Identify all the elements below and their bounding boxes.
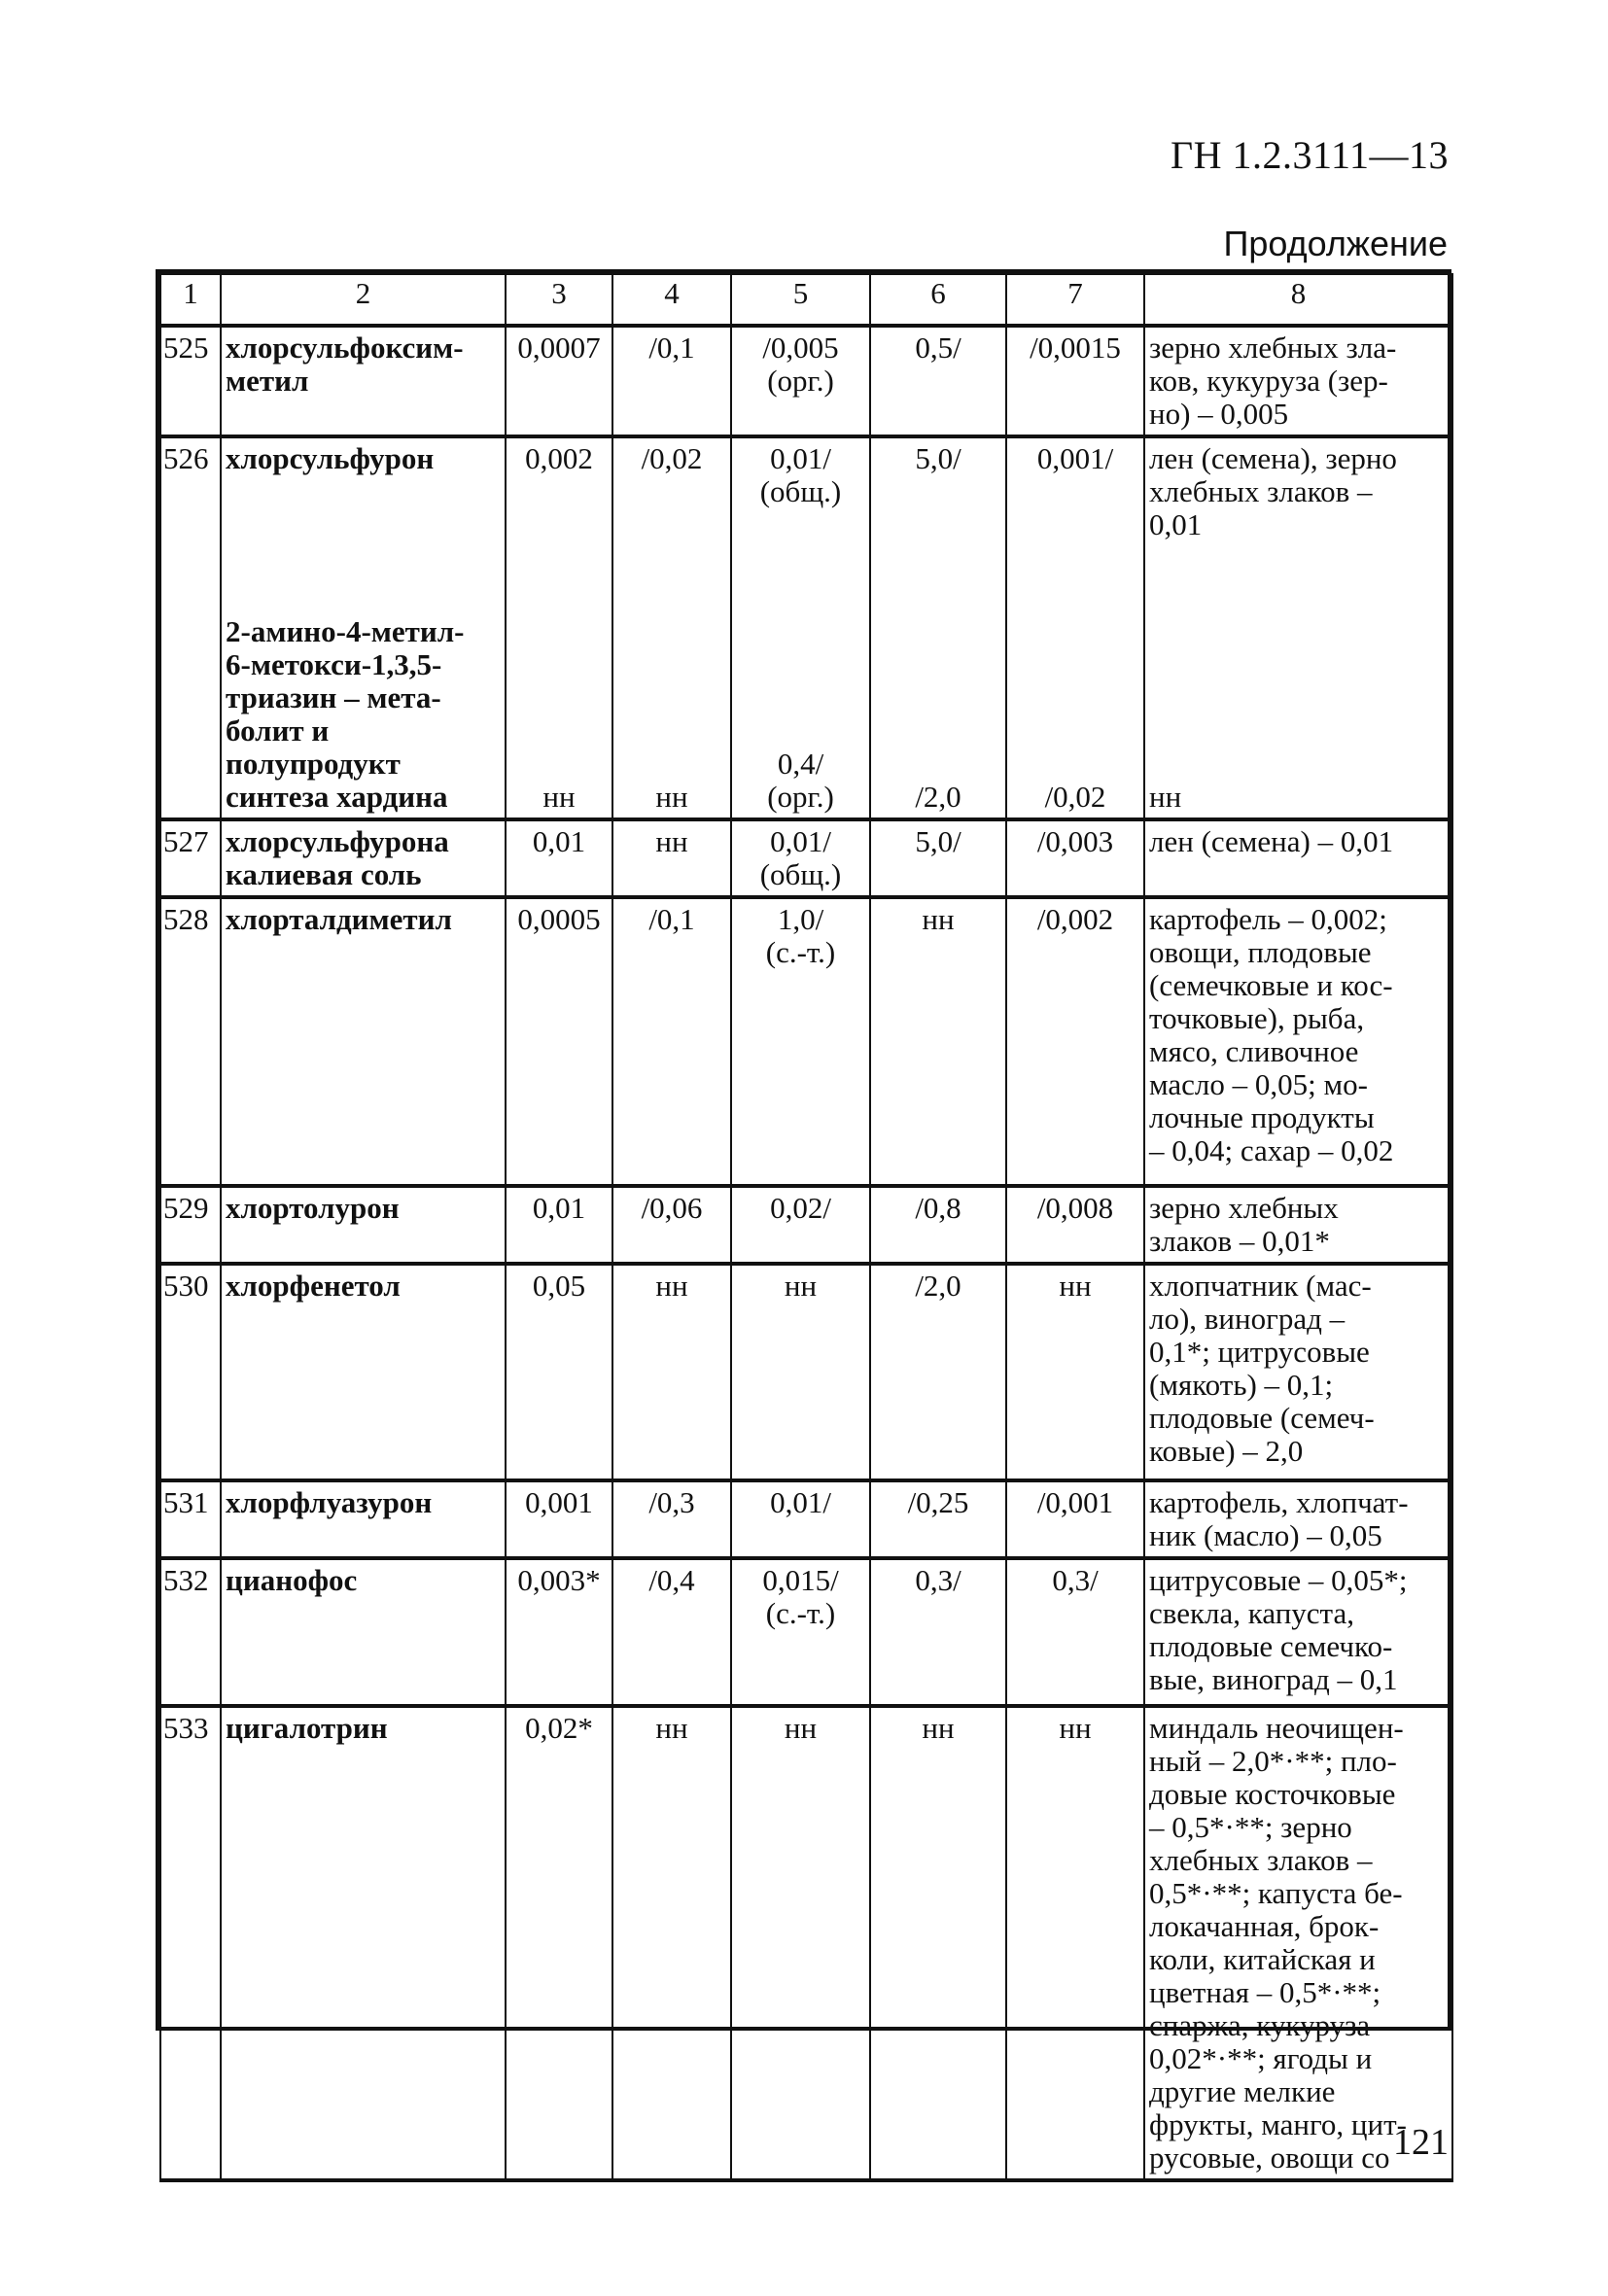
table-subrow — [160, 611, 1452, 819]
cell-c7: /0,003 — [1006, 819, 1144, 897]
cell-c3: 0,05 — [506, 1264, 612, 1480]
document-code: ГН 1.2.3111—13 — [1170, 133, 1449, 177]
substance-name: 2-амино-4-метил- 6-метокси-1,3,5- триазин – мета- болит и полупродукт синтеза хардина — [221, 611, 506, 819]
cell-c7: нн — [1006, 1706, 1144, 2180]
column-header-3: 3 — [506, 274, 612, 326]
cell-c7: /0,001 — [1006, 1480, 1144, 1558]
substance-name: хлорталдиметил — [221, 897, 506, 1186]
cell-c8: лен (семена) – 0,01 — [1144, 819, 1452, 897]
cell-c5: 1,0/ (с.-т.) — [731, 897, 870, 1186]
cell-c5: 0,015/ (с.-т.) — [731, 1558, 870, 1706]
cell-c7: нн — [1006, 1264, 1144, 1480]
cell-c5: 0,4/ (орг.) — [731, 611, 870, 819]
cell-c4: /0,3 — [612, 1480, 731, 1558]
substance-name: хлорсульфоксим- метил — [221, 326, 506, 436]
row-number: 532 — [160, 1558, 221, 1706]
cell-c6: 0,3/ — [870, 1558, 1006, 1706]
cell-c8: хлопчатник (мас- ло), виноград – 0,1*; цитрусовые (мякоть) – 0,1; плодовые (семеч- ковые) – 2,0 — [1144, 1264, 1452, 1480]
continuation-label: Продолжение — [1223, 224, 1448, 263]
cell-c5: 0,01/ — [731, 1480, 870, 1558]
cell-c8: картофель – 0,002; овощи, плодовые (семечковые и кос- точковые), рыба, мясо, сливочное масло – 0,05; мо- лочные продукты – 0,04; сахар – 0,02 — [1144, 897, 1452, 1186]
cell-c5: нн — [731, 1264, 870, 1480]
cell-c6: 0,5/ — [870, 326, 1006, 436]
cell-c4: нн — [612, 1706, 731, 2180]
table-row — [160, 1480, 1452, 1558]
row-number: 529 — [160, 1186, 221, 1264]
cell-c6: /0,25 — [870, 1480, 1006, 1558]
row-number: 533 — [160, 1706, 221, 2180]
cell-c8: миндаль неочищен- ный – 2,0*·**; пло- довые косточковые – 0,5*·**; зерно хлебных злаков – 0,5*·**; капуста бе- локачанная, брок- коли, китайская и цветная – 0,5*·**; спаржа, кукуруза- 0,02*·**; ягоды и другие мелкие фрукты, манго, цит- русовые, овощи со — [1144, 1706, 1452, 2180]
cell-c3: 0,001 — [506, 1480, 612, 1558]
cell-c8: зерно хлебных зла- ков, кукуруза (зер- но) – 0,005 — [1144, 326, 1452, 436]
cell-c4: /0,1 — [612, 897, 731, 1186]
cell-c8: картофель, хлопчат- ник (масло) – 0,05 — [1144, 1480, 1452, 1558]
cell-c3: 0,01 — [506, 819, 612, 897]
table-row — [160, 436, 1452, 611]
substance-name: цигалотрин — [221, 1706, 506, 2180]
substance-name: хлорфенетол — [221, 1264, 506, 1480]
cell-c4: /0,4 — [612, 1558, 731, 1706]
substance-name: хлортолурон — [221, 1186, 506, 1264]
cell-c7: /0,02 — [1006, 611, 1144, 819]
row-number: 525 — [160, 326, 221, 436]
cell-c3: 0,003* — [506, 1558, 612, 1706]
row-number: 530 — [160, 1264, 221, 1480]
cell-c3: нн — [506, 611, 612, 819]
cell-c4: нн — [612, 1264, 731, 1480]
cell-c5: 0,01/ (общ.) — [731, 819, 870, 897]
table-row — [160, 897, 1452, 1186]
cell-c8: лен (семена), зерно хлебных злаков – 0,01 — [1144, 436, 1452, 611]
cell-c6: нн — [870, 897, 1006, 1186]
cell-c4: /0,06 — [612, 1186, 731, 1264]
cell-c3: 0,02* — [506, 1706, 612, 2180]
cell-c4: нн — [612, 819, 731, 897]
column-header-5: 5 — [731, 274, 870, 326]
cell-c3: 0,0007 — [506, 326, 612, 436]
column-header-1: 1 — [160, 274, 221, 326]
row-number: 531 — [160, 1480, 221, 1558]
table-row — [160, 819, 1452, 897]
cell-c3: 0,01 — [506, 1186, 612, 1264]
cell-c6: /0,8 — [870, 1186, 1006, 1264]
cell-c5: /0,005 (орг.) — [731, 326, 870, 436]
table-header-row — [160, 274, 1452, 326]
table-body — [160, 326, 1452, 2180]
column-header-7: 7 — [1006, 274, 1144, 326]
cell-c6: /2,0 — [870, 1264, 1006, 1480]
cell-c3: 0,0005 — [506, 897, 612, 1186]
table-row — [160, 1558, 1452, 1706]
cell-c7: 0,001/ — [1006, 436, 1144, 611]
cell-c5: 0,02/ — [731, 1186, 870, 1264]
cell-c8: зерно хлебных злаков – 0,01* — [1144, 1186, 1452, 1264]
cell-c7: 0,3/ — [1006, 1558, 1144, 1706]
data-table — [159, 273, 1453, 2182]
column-header-4: 4 — [612, 274, 731, 326]
cell-c7: /0,002 — [1006, 897, 1144, 1186]
cell-c7: /0,008 — [1006, 1186, 1144, 1264]
cell-c8: цитрусовые – 0,05*; свекла, капуста, плодовые семечко- вые, виноград – 0,1 — [1144, 1558, 1452, 1706]
substance-name: хлорсульфурона калиевая соль — [221, 819, 506, 897]
cell-c3: 0,002 — [506, 436, 612, 611]
cell-c4: нн — [612, 611, 731, 819]
table-row — [160, 1706, 1452, 2180]
cell-c4: /0,1 — [612, 326, 731, 436]
substance-name: хлорсульфурон — [221, 436, 506, 611]
row-number: 527 — [160, 819, 221, 897]
row-number: 528 — [160, 897, 221, 1186]
substance-name: цианофос — [221, 1558, 506, 1706]
cell-c4: /0,02 — [612, 436, 731, 611]
column-header-8: 8 — [1144, 274, 1452, 326]
cell-c6: нн — [870, 1706, 1006, 2180]
row-number: 526 — [160, 436, 221, 819]
cell-c6: 5,0/ — [870, 436, 1006, 611]
page-number: 121 — [1393, 2122, 1449, 2163]
cell-c5: 0,01/ (общ.) — [731, 436, 870, 611]
cell-c6: /2,0 — [870, 611, 1006, 819]
cell-c5: нн — [731, 1706, 870, 2180]
column-header-6: 6 — [870, 274, 1006, 326]
cell-c8: нн — [1144, 611, 1452, 819]
table-row — [160, 1186, 1452, 1264]
cell-c7: /0,0015 — [1006, 326, 1144, 436]
substance-name: хлорфлуазурон — [221, 1480, 506, 1558]
table-row — [160, 326, 1452, 436]
cell-c6: 5,0/ — [870, 819, 1006, 897]
table-row — [160, 1264, 1452, 1480]
column-header-2: 2 — [221, 274, 506, 326]
